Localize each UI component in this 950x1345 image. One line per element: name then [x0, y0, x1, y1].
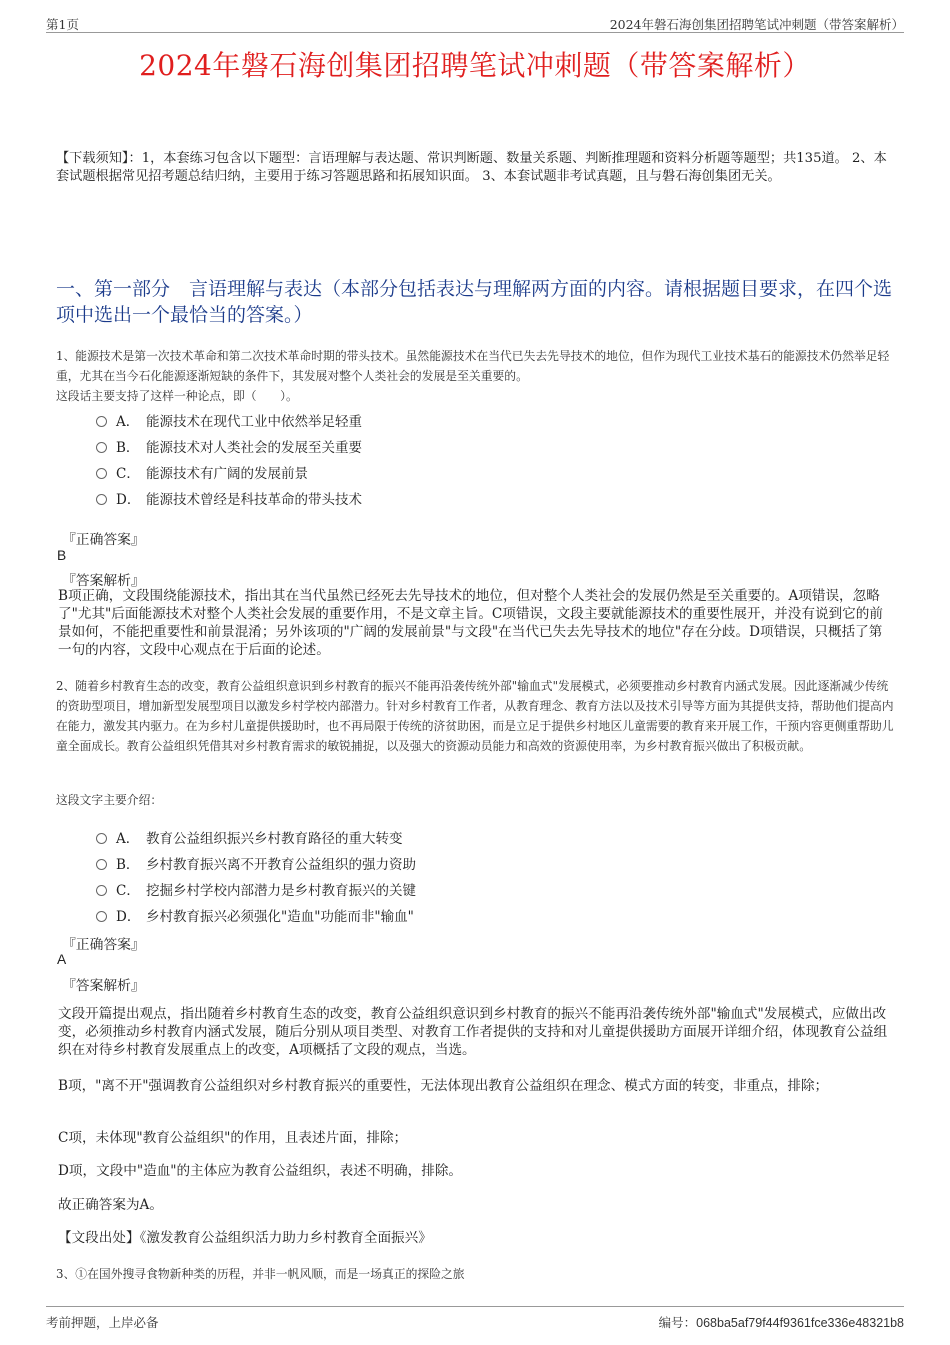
question-2-option-d[interactable]	[96, 905, 414, 925]
option-text: 能源技术有广阔的发展前景	[146, 466, 308, 482]
radio-icon[interactable]	[96, 416, 107, 427]
radio-icon[interactable]	[96, 442, 107, 453]
page-footer	[46, 1306, 904, 1329]
question-3-text: 3、①在国外搜寻食物新种类的历程，并非一帆风顺，而是一场真正的探险之旅	[56, 1267, 465, 1281]
radio-icon[interactable]	[96, 859, 107, 870]
question-2-prompt: 这段文字主要介绍：	[56, 793, 163, 807]
footer-code	[659, 1313, 904, 1331]
correct-answer-label: 『正确答案』	[62, 937, 145, 953]
question-2-analysis-b: B项，"离不开"强调教育公益组织对乡村教育振兴的重要性，无法体现出教育公益组织在理念、模式方面的转变，非重点，排除；	[58, 1078, 829, 1094]
question-2-analysis-d: D项，文段中"造血"的主体应为教育公益组织，表述不明确，排除。	[58, 1163, 463, 1179]
question-2-option-b[interactable]	[96, 853, 416, 873]
radio-icon[interactable]	[96, 494, 107, 505]
question-2-source: 【文段出处】《激发教育公益组织活力助力乡村教育全面振兴》	[58, 1230, 432, 1246]
option-letter: B．	[116, 440, 140, 456]
question-2-analysis-c: C项，未体现"教育公益组织"的作用，且表述片面，排除；	[58, 1130, 408, 1146]
page-number: 第1页	[46, 17, 79, 32]
question-2-conclusion: 故正确答案为A。	[58, 1197, 163, 1213]
question-1-passage: 1、能源技术是第一次技术革命和第二次技术革命时期的带头技术。虽然能源技术在当代已失去先导技术的地位，但作为现代工业技术基石的能源技术仍然举足轻重，尤其在当今石化能源逐渐短缺的条件下，其发展对整个人类社会的发展是至关重要的。	[56, 349, 890, 383]
radio-icon[interactable]	[96, 468, 107, 479]
question-2-analysis-main: 文段开篇提出观点，指出随着乡村教育生态的改变，教育公益组织意识到乡村教育的振兴不能再沿袭传统外部"输血式"发展模式，应做出改变，必须推动乡村教育内涵式发展，随后分别从项目类型、对教育工作者提供的支持和对儿童提供援助方面展开详细介绍，体现教育公益组织在对待乡村教育发展重点上的改变，A项概括了文段的观点，当选。	[58, 1006, 888, 1058]
question-1-option-a[interactable]	[96, 410, 362, 430]
radio-icon[interactable]	[96, 833, 107, 844]
option-text: 乡村教育振兴必须强化"造血"功能而非"输血"	[146, 909, 414, 925]
option-letter: C．	[116, 466, 140, 482]
radio-icon[interactable]	[96, 911, 107, 922]
question-1-option-c[interactable]	[96, 462, 308, 482]
question-1-prompt: 这段话主要支持了这样一种论点，即（ ）。	[56, 389, 298, 403]
document-title: 2024年磐石海创集团招聘笔试冲刺题（带答案解析）	[139, 49, 811, 82]
option-letter: A．	[116, 414, 140, 430]
question-1-answer: B	[57, 548, 67, 563]
analysis-label: 『答案解析』	[62, 573, 145, 589]
code-value: 068ba5af79f44f9361fce336e48321b8	[696, 1316, 904, 1330]
option-text: 挖掘乡村学校内部潜力是乡村教育振兴的关键	[146, 883, 416, 899]
option-text: 能源技术曾经是科技革命的带头技术	[146, 492, 362, 508]
question-2-option-a[interactable]	[96, 827, 403, 847]
header-doc-title: 2024年磐石海创集团招聘笔试冲刺题（带答案解析）	[609, 17, 904, 32]
download-notice: 【下载须知】：1，本套练习包含以下题型：言语理解与表达题、常识判断题、数量关系题、判断推理题和资料分析题等题型；共135道。 2、本套试题根据常见招考题总结归纳，主要用于练习答题思路和拓展知识面。 3、本套试题非考试真题，且与磐石海创集团无关。	[56, 151, 887, 184]
option-text: 乡村教育振兴离不开教育公益组织的强力资助	[146, 857, 416, 873]
option-letter: B．	[116, 857, 140, 873]
correct-answer-label: 『正确答案』	[62, 532, 145, 548]
analysis-label: 『答案解析』	[62, 978, 145, 994]
option-letter: C．	[116, 883, 140, 899]
question-2-option-c[interactable]	[96, 879, 416, 899]
question-1-analysis: B项正确，文段围绕能源技术，指出其在当代虽然已经死去先导技术的地位，但对整个人类社会的发展仍然是至关重要的。A项错误，忽略了"尤其"后面能源技术对整个人类社会发展的重要作用，不是文章主旨。C项错误，文段主要就能源技术的重要性展开，并没有说到它的前景如何，不能把重要性和前景混淆；另外该项的"广阔的发展前景"与文段"在当代已失去先导技术的地位"存在分歧。D项错误，只概括了第一句的内容，文段中心观点在于后面的论述。	[58, 588, 883, 658]
question-2-answer: A	[57, 952, 67, 967]
radio-icon[interactable]	[96, 885, 107, 896]
option-letter: D．	[116, 909, 141, 925]
question-1-option-d[interactable]	[96, 488, 362, 508]
footer-slogan: 考前押题，上岸必备	[46, 1315, 159, 1330]
question-1-text	[56, 346, 894, 406]
section-title: 一、第一部分 言语理解与表达（本部分包括表达与理解两方面的内容。请根据题目要求，在四个选项中选出一个最恰当的答案。）	[56, 278, 893, 326]
code-label: 编号：	[658, 1315, 697, 1330]
page-header	[46, 12, 904, 33]
option-text: 教育公益组织振兴乡村教育路径的重大转变	[146, 831, 403, 847]
option-letter: D．	[116, 492, 141, 508]
option-letter: A．	[116, 831, 140, 847]
question-2-text: 2、随着乡村教育生态的改变，教育公益组织意识到乡村教育的振兴不能再沿袭传统外部"输血式"发展模式，必须要推动乡村教育内涵式发展。因此逐渐减少传统的资助型项目，增加新型发展型项目以激发乡村学校内部潜力。针对乡村教育工作者，从教育理念、教育方法以及技术引导等方面为其提供支持，帮助他们提高内在能力，激发其内驱力。在为乡村儿童提供援助时，也不再局限于传统的济贫助困，而是立足于提供乡村地区儿童需要的教育来开展工作，干预内容更侧重帮助儿童全面成长。教育公益组织凭借其对乡村教育需求的敏锐捕捉，以及强大的资源动员能力和高效的资源使用率，为乡村教育振兴做出了积极贡献。	[56, 679, 894, 753]
option-text: 能源技术对人类社会的发展至关重要	[146, 440, 362, 456]
option-text: 能源技术在现代工业中依然举足轻重	[146, 414, 362, 430]
question-1-option-b[interactable]	[96, 436, 362, 456]
